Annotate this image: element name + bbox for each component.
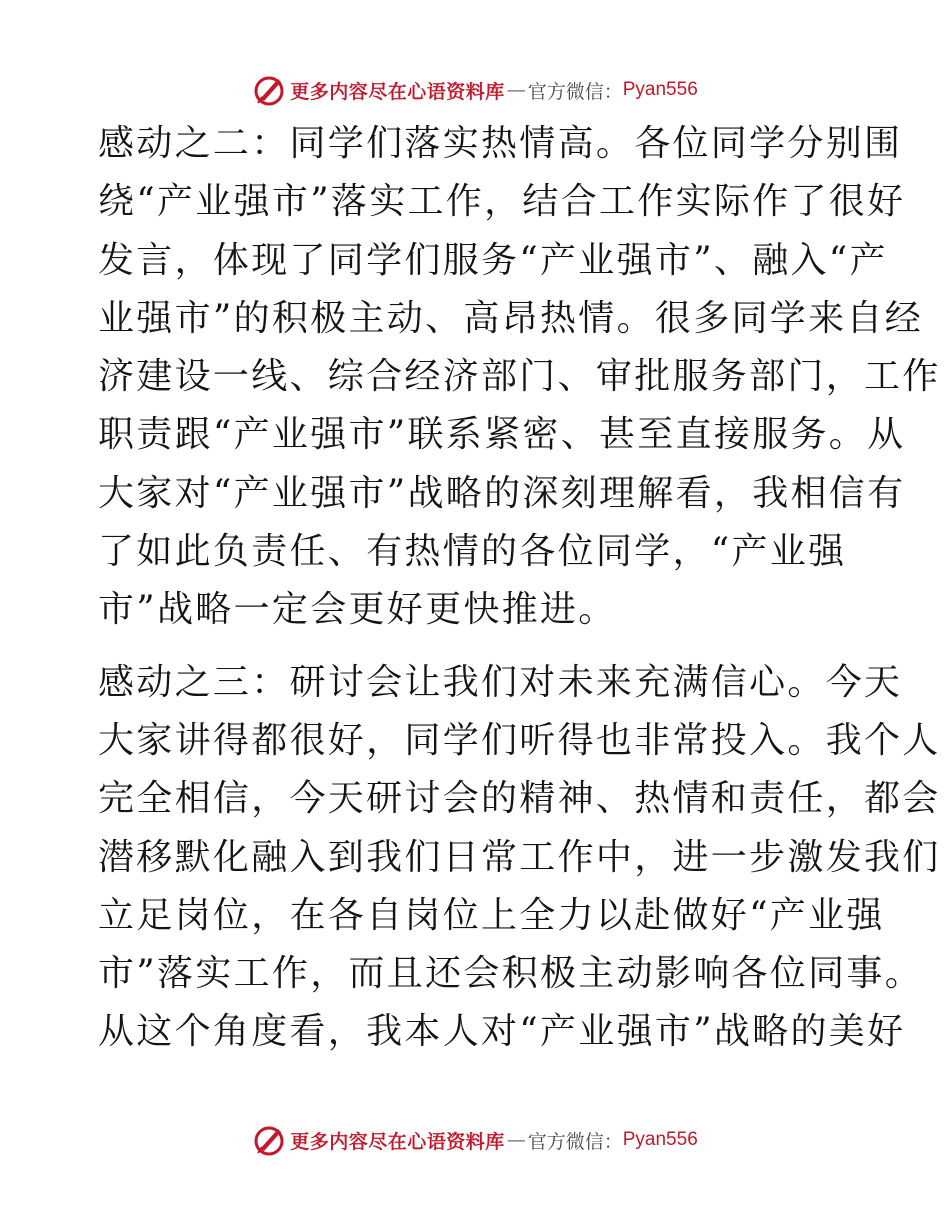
text-line: 绕“产业强市”落实工作，结合工作实际作了很好 (98, 181, 906, 223)
text-line: 从这个角度看，我本人对“产业强市”战略的美好 (98, 1011, 906, 1053)
document-body (98, 115, 941, 1062)
footer-separator: — (506, 1129, 526, 1151)
text-line: 发言，体现了同学们服务“产业强市”、融入“产 (98, 239, 888, 281)
paragraph-3 (98, 654, 941, 1062)
text-line: 大家对“产业强市”战略的深刻理解看，我相信有 (98, 472, 906, 514)
text-line: 市”战略一定会更好更快推进。 (98, 589, 617, 631)
header-separator: — (506, 79, 526, 101)
header-wechat-label: 官方微信： (527, 80, 623, 103)
text-line: 业强市”的积极主动、高昂热情。很多同学来自经 (98, 297, 924, 339)
text-line: 了如此负责任、有热情的各位同学，“产业强 (98, 531, 847, 573)
text-line: 感动之三：研讨会让我们对未来充满信心。今天 (98, 661, 903, 703)
text-line: 立足岗位，在各自岗位上全力以赴做好“产业强 (98, 894, 885, 936)
text-line: 潜移默化融入到我们日常工作中，进一步激发我们 (98, 836, 941, 878)
text-line: 感动之二：同学们落实热情高。各位同学分别围 (98, 123, 903, 164)
footer-brand-text: 更多内容尽在心语资料库 (290, 1130, 505, 1153)
footer-banner (0, 1120, 950, 1160)
text-line: 市”落实工作，而且还会积极主动影响各位同事。 (98, 953, 924, 995)
text-line: 完全相信，今天研讨会的精神、热情和责任，都会 (98, 778, 941, 820)
paragraph-2 (98, 115, 941, 640)
quill-seal-logo-icon (252, 1123, 286, 1157)
header-brand-text: 更多内容尽在心语资料库 (290, 80, 505, 103)
footer-wechat-label: 官方微信： (527, 1130, 623, 1153)
text-line: 济建设一线、综合经济部门、审批服务部门，工作 (98, 356, 941, 398)
text-line: 职责跟“产业强市”联系紧密、甚至直接服务。从 (98, 414, 906, 456)
header-wechat-handle: Pyan556 (622, 79, 698, 100)
header-banner (0, 70, 950, 110)
text-line: 大家讲得都很好，同学们听得也非常投入。我个人 (98, 719, 941, 761)
quill-seal-logo-icon (252, 73, 286, 107)
footer-wechat-handle: Pyan556 (622, 1129, 698, 1150)
